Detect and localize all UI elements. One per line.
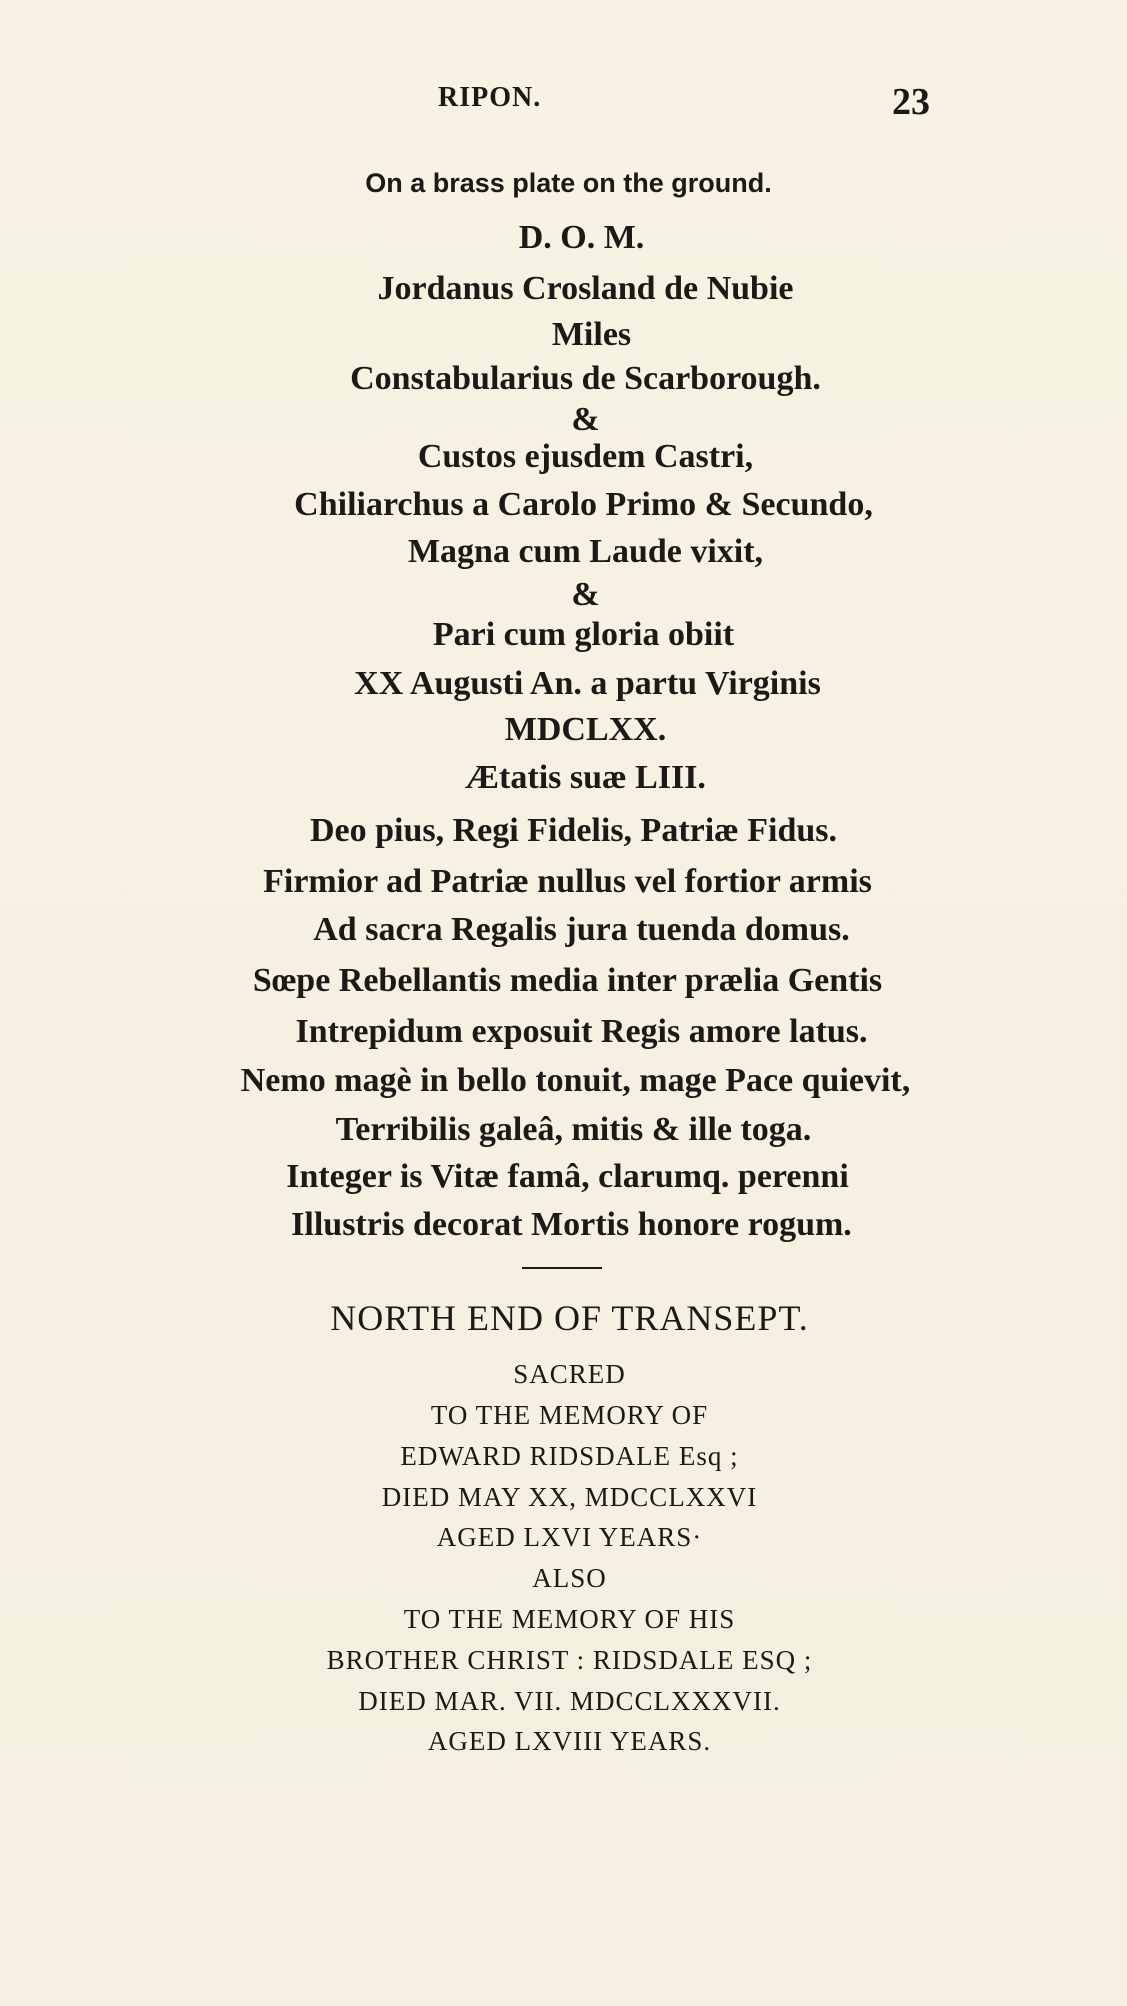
epitaph-line: Nemo magè in bello tonuit, mage Pace quievit,: [240, 1062, 911, 1099]
epitaph-line: Constabularius de Scarborough.: [350, 360, 821, 397]
epitaph-line: TO THE MEMORY OF HIS: [403, 1604, 736, 1634]
section-title: NORTH END OF TRANSEPT.: [330, 1298, 809, 1338]
epitaph-line: Magna cum Laude vixit,: [407, 533, 764, 570]
epitaph-line: BROTHER CHRIST : RIDSDALE ESQ ;: [326, 1645, 813, 1675]
epitaph-line: SACRED: [513, 1359, 626, 1389]
epitaph-line: Firmior ad Patriæ nullus vel fortior armis: [263, 863, 872, 900]
page-number: 23: [892, 81, 930, 123]
epitaph-line: Deo pius, Regi Fidelis, Patriæ Fidus.: [309, 812, 838, 849]
page-header: [0, 82, 1127, 122]
epitaph-line: D. O. M.: [518, 219, 645, 256]
epitaph-line: &: [571, 401, 600, 438]
epitaph-line: EDWARD RIDSDALE Esq ;: [400, 1441, 739, 1471]
inscription-caption: On a brass plate on the ground.: [365, 168, 772, 198]
epitaph-line: Custos ejusdem Castri,: [417, 438, 754, 475]
epitaph-line: AGED LXVI YEARS·: [436, 1522, 703, 1552]
epitaph-line: Chiliarchus a Carolo Primo & Secundo,: [294, 486, 873, 523]
epitaph-line: Terribilis galeâ, mitis & ille toga.: [335, 1111, 812, 1148]
epitaph-line: Sœpe Rebellantis media inter prælia Gentis: [252, 962, 883, 999]
epitaph-line: DIED MAR. VII. MDCCLXXXVII.: [358, 1686, 781, 1716]
section-divider: [522, 1267, 602, 1269]
epitaph-line: &: [571, 576, 600, 613]
epitaph-line: Illustris decorat Mortis honore rogum.: [291, 1206, 852, 1243]
epitaph-line: ALSO: [532, 1563, 607, 1593]
epitaph-line: MDCLXX.: [504, 711, 667, 748]
epitaph-line: Ætatis suæ LIII.: [465, 759, 706, 796]
epitaph-line: Pari cum gloria obiit: [432, 616, 735, 653]
epitaph-line: Jordanus Crosland de Nubie: [377, 270, 794, 307]
epitaph-line: Miles: [551, 316, 632, 353]
epitaph-line: Ad sacra Regalis jura tuenda domus.: [313, 911, 850, 948]
epitaph-line: AGED LXVIII YEARS.: [427, 1726, 712, 1756]
epitaph-line: Intrepidum exposuit Regis amore latus.: [295, 1013, 868, 1050]
epitaph-line: Integer is Vitæ famâ, clarumq. perenni: [286, 1158, 849, 1195]
epitaph-line: TO THE MEMORY OF: [430, 1400, 709, 1430]
epitaph-line: XX Augusti An. a partu Virginis: [354, 665, 821, 702]
epitaph-line: DIED MAY XX, MDCCLXXVI: [381, 1482, 758, 1512]
running-head: RIPON.: [438, 82, 542, 113]
